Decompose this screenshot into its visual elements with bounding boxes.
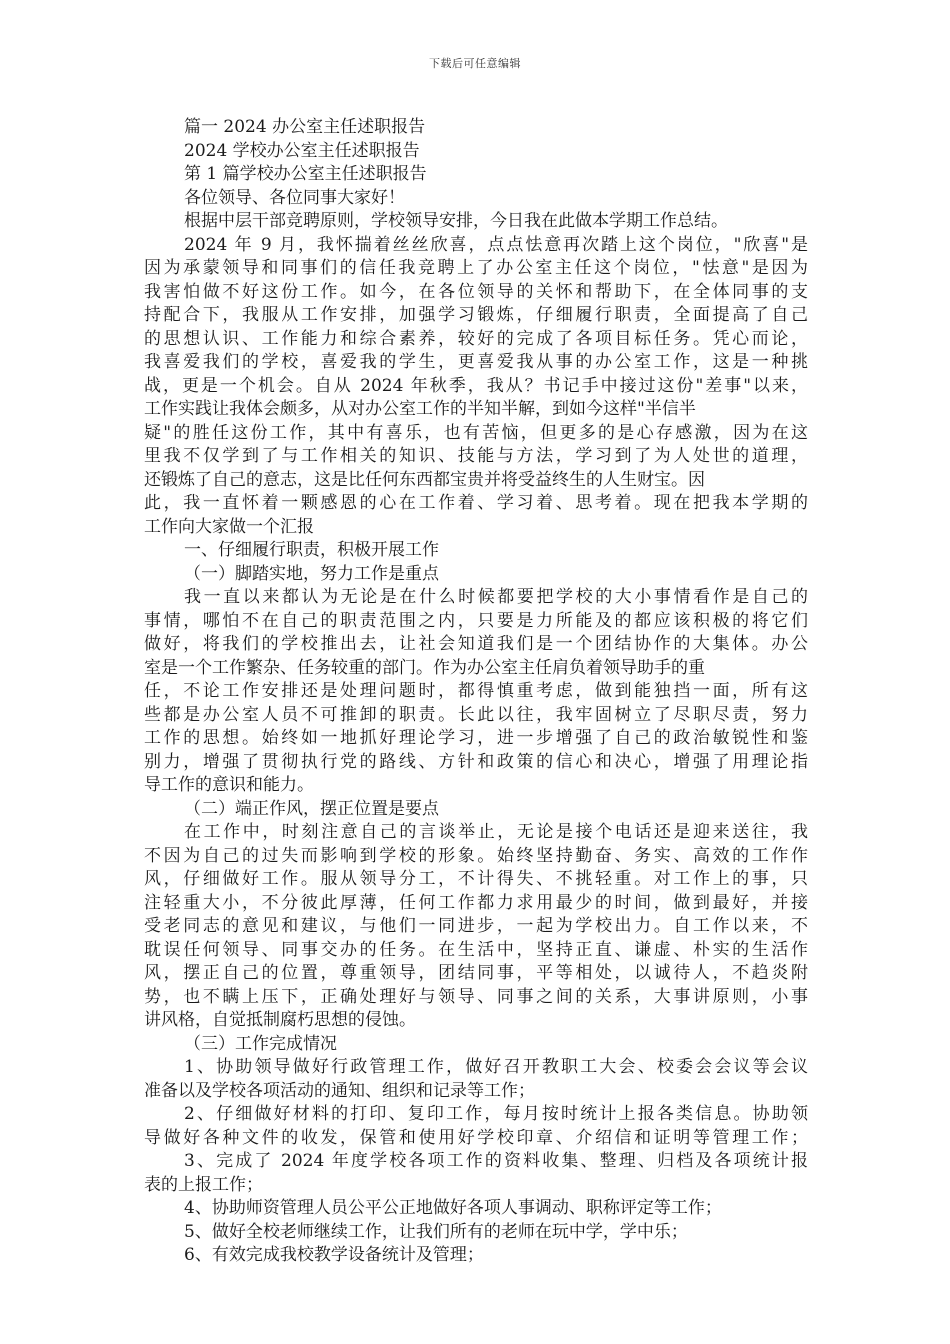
document-line: 不因为自己的过失而影响到学校的形象。始终坚持勤奋、务实、高效的工作作 xyxy=(144,845,808,866)
document-line: （二）端正作风，摆正位置是要点 xyxy=(184,798,439,819)
document-line: 我喜爱我们的学校，喜爱我的学生，更喜爱我从事的办公室工作，这是一种挑 xyxy=(144,352,808,372)
document-line: 因为承蒙领导和同事们的信任我竞聘上了办公室主任这个岗位，"怯意"是因为 xyxy=(144,258,808,278)
document-line: 我害怕做不好这份工作。如今，在各位领导的关怀和帮助下，在全体同事的支 xyxy=(144,281,808,302)
document-line: 篇一 2024 办公室主任述职报告 xyxy=(184,117,426,137)
document-line: 5、做好全校老师继续工作，让我们所有的老师在玩中学，学中乐； xyxy=(184,1221,688,1242)
document-line: 工作的思想。始终如一地抓好理论学习，进一步增强了自己的政治敏锐性和鉴 xyxy=(144,728,808,748)
document-line: 6、有效完成我校教学设备统计及管理； xyxy=(184,1245,484,1265)
document-line: 别力，增强了贯彻执行党的路线、方针和政策的信心和决心，增强了用理论指 xyxy=(144,751,808,772)
document-line: 持配合下，我服从工作安排，加强学习锻炼，仔细履行职责，全面提高了自己 xyxy=(144,305,808,325)
document-line: 疑"的胜任这份工作，其中有喜乐，也有苦恼，但更多的是心存感激，因为在这 xyxy=(144,422,808,443)
document-line: 受老同志的意见和建议，与他们一同进步，一起为学校出力。自工作以来，不 xyxy=(144,916,808,936)
document-line: 里我不仅学到了与工作相关的知识、技能与方法，学习到了为人处世的道理， xyxy=(144,446,808,466)
document-line: 工作实践让我体会颇多，从对办公室工作的半知半解，到如今这样"半信半 xyxy=(144,399,696,419)
document-line: 2024 年 9 月，我怀揣着丝丝欣喜，点点怯意再次踏上这个岗位，"欣喜"是 xyxy=(184,234,808,255)
document-line: （一）脚踏实地，努力工作是重点 xyxy=(184,563,439,584)
document-line: 表的上报工作； xyxy=(144,1174,263,1195)
document-line: 2024 学校办公室主任述职报告 xyxy=(184,140,420,161)
document-line: 风，仔细做好工作。服从领导分工，不计得失、不挑轻重。对工作上的事，只 xyxy=(144,869,808,889)
document-line: 导做好各种文件的收发，保管和使用好学校印章、介绍信和证明等管理工作； xyxy=(144,1127,808,1148)
document-line: 此，我一直怀着一颗感恩的心在工作着、学习着、思考着。现在把我本学期的 xyxy=(144,493,808,513)
document-line: 事情，哪怕不在自己的职责范围之内，只要是力所能及的都应该积极的将它们 xyxy=(144,610,808,631)
document-line: 做好，将我们的学校推出去，让社会知道我们是一个团结协作的大集体。办公 xyxy=(144,634,808,654)
document-line: 各位领导、各位同事大家好！ xyxy=(184,187,405,208)
document-line: 战，更是一个机会。自从 2024 年秋季，我从？书记手中接过这份"差事"以来， xyxy=(144,375,808,396)
document-line: 耽误任何领导、同事交办的任务。在生活中，坚持正直、谦虚、朴实的生活作 xyxy=(144,939,808,960)
document-line: 在工作中，时刻注意自己的言谈举止，无论是接个电话还是迎来送往，我 xyxy=(184,822,808,842)
document-body xyxy=(144,116,808,1268)
document-line: 室是一个工作繁杂、任务较重的部门。作为办公室主任肩负着领导助手的重 xyxy=(144,657,705,678)
document-line: 些都是办公室人员不可推卸的职责。长此以往，我牢固树立了尽职尽责，努力 xyxy=(144,704,808,725)
document-line: （三）工作完成情况 xyxy=(184,1033,337,1054)
document-line: 第 1 篇学校办公室主任述职报告 xyxy=(184,164,427,184)
document-line: 任，不论工作安排还是处理问题时，都得慎重考虑，做到能独挡一面，所有这 xyxy=(144,681,808,701)
document-line: 注轻重大小，不分彼此厚薄，任何工作都力求用最少的时间，做到最好，并接 xyxy=(144,892,808,913)
document-line: 1、协助领导做好行政管理工作，做好召开教职工大会、校委会会议等会议 xyxy=(184,1057,808,1077)
document-line: 势，也不瞒上压下，正确处理好与领导、同事之间的关系，大事讲原则，小事 xyxy=(144,986,808,1007)
document-line: 3、完成了 2024 年度学校各项工作的资料收集、整理、归档及各项统计报 xyxy=(184,1151,808,1171)
page-header-note: 下载后可任意编辑 xyxy=(429,57,521,70)
document-line: 导工作的意识和能力。 xyxy=(144,775,314,795)
document-line: 4、协助师资管理人员公平公正地做好各项人事调动、职称评定等工作； xyxy=(184,1198,722,1218)
document-line: 准备以及学校各项活动的通知、组织和记录等工作； xyxy=(144,1080,535,1101)
document-line: 风，摆正自己的位置，尊重领导，团结同事，平等相处，以诚待人，不趋炎附 xyxy=(144,963,808,983)
document-line: 工作向大家做一个汇报 xyxy=(144,516,314,537)
document-line: 我一直以来都认为无论是在什么时候都要把学校的大小事情看作是自己的 xyxy=(184,587,808,607)
document-line: 讲风格，自觉抵制腐朽思想的侵蚀。 xyxy=(144,1010,416,1030)
document-line: 2、仔细做好材料的打印、复印工作，每月按时统计上报各类信息。协助领 xyxy=(184,1104,808,1124)
document-line: 的思想认识、工作能力和综合素养，较好的完成了各项目标任务。凭心而论， xyxy=(144,328,808,349)
document-line: 还锻炼了自己的意志，这是比任何东西都宝贵并将受益终生的人生财宝。因 xyxy=(144,469,705,490)
document-line: 根据中层干部竞聘原则，学校领导安排，今日我在此做本学期工作总结。 xyxy=(184,211,728,231)
document-line: 一、仔细履行职责，积极开展工作 xyxy=(184,540,439,560)
